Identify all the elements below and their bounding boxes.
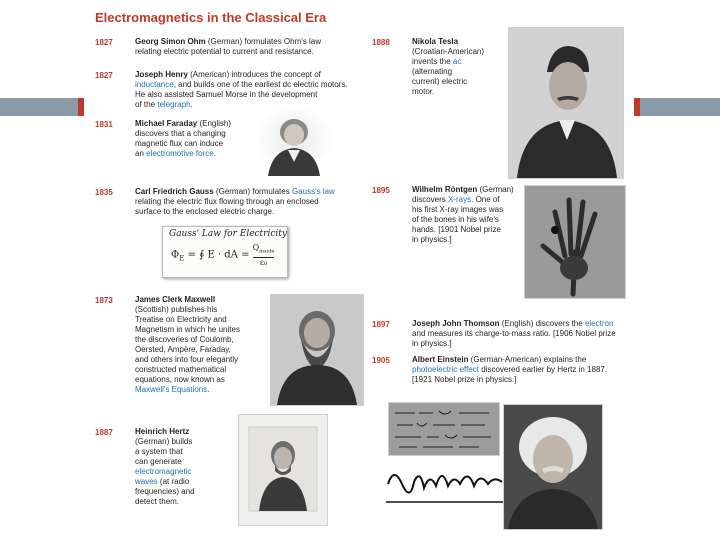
link-maxwells-equations[interactable]: Maxwell's Equations xyxy=(135,385,208,394)
xray-hand-image xyxy=(524,185,626,299)
link-ac[interactable]: ac xyxy=(452,57,462,66)
entry-thomson: Joseph John Thomson (English) discovers the electron and measures its charge-to-mass ratio. [1906 Nobel prize in physics.] xyxy=(412,319,616,348)
name-thomson: Joseph John Thomson xyxy=(412,319,500,328)
entry-maxwell: James Clerk Maxwell (Scottish) publishes his Treatise on Electricity and Magnetism in which he unites the discoveries of Coulomb, Oersted, Ampère, Faraday, and others into four elegantly constructed mathematical equations, now known as Maxwell's Equations. xyxy=(135,295,240,394)
year-einstein: 1905 xyxy=(372,356,390,365)
year-ohm: 1827 xyxy=(95,38,113,47)
year-rontgen: 1895 xyxy=(372,186,390,195)
name-einstein: Albert Einstein xyxy=(412,355,469,364)
year-hertz: 1887 xyxy=(95,428,113,437)
entry-hertz: Heinrich Hertz (German) builds a system that can generate electromagnetic waves (at radio frequencies) and detect them. xyxy=(135,427,195,506)
link-inductance[interactable]: inductance xyxy=(135,80,174,89)
maxwell-portrait xyxy=(270,294,364,406)
formula-heading: Gauss' Law for Electricity xyxy=(169,229,287,239)
year-tesla: 1888 xyxy=(372,38,390,47)
name-rontgen: Wilhelm Röntgen xyxy=(412,185,478,194)
formula-equation: $\Phi_E$ = ∮ E · dA = $Q_{inside}$ ε₀ xyxy=(171,243,275,267)
name-hertz: Heinrich Hertz xyxy=(135,427,190,436)
link-waves[interactable]: waves xyxy=(135,477,158,486)
right-accent-bar xyxy=(640,98,720,116)
link-photoelectric-effect[interactable]: photoelectric effect xyxy=(412,365,480,374)
entry-faraday: Michael Faraday (English) discovers that a changing magnetic flux can induce an electromotive force. xyxy=(135,119,232,158)
name-gauss: Carl Friedrich Gauss xyxy=(135,187,214,196)
link-electromagnetic[interactable]: electromagnetic xyxy=(135,467,192,476)
einstein-signature xyxy=(384,458,506,506)
year-gauss: 1835 xyxy=(95,188,113,197)
year-henry: 1827 xyxy=(95,71,113,80)
right-accent-bar-red xyxy=(634,98,640,116)
link-telegraph[interactable]: telegraph xyxy=(157,100,191,109)
tesla-portrait xyxy=(508,27,624,179)
entry-rontgen: Wilhelm Röntgen (German) discovers X-rays. One of his first X-ray images was of the bones in his wife's hands. [1901 Nobel prize in physics.] xyxy=(412,185,514,244)
year-thomson: 1897 xyxy=(372,320,390,329)
hertz-portrait xyxy=(238,414,328,526)
entry-einstein: Albert Einstein (German-American) explains the photoelectric effect discovered earlier by Hertz in 1887. [1921 Nobel prize in physics.] xyxy=(412,355,608,384)
link-electron[interactable]: electron xyxy=(584,319,614,328)
entry-henry: Joseph Henry (American) introduces the concept of inductance, and builds one of the earliest dc electric motors. He also assisted Samuel Morse in the development of the telegraph. xyxy=(135,70,348,109)
entry-gauss: Carl Friedrich Gauss (German) formulates Gauss's law relating the electric flux flowing through an enclosed surface to the enclosed electric charge. xyxy=(135,187,335,216)
entry-ohm: Georg Simon Ohm (German) formulates Ohm's law relating electric potential to current and resistance. xyxy=(135,37,322,56)
link-gauss-law[interactable]: Gauss's law xyxy=(291,187,335,196)
name-ohm: Georg Simon Ohm xyxy=(135,37,206,46)
year-maxwell: 1873 xyxy=(95,296,113,305)
name-faraday: Michael Faraday xyxy=(135,119,198,128)
gauss-law-formula xyxy=(162,226,288,278)
name-henry: Joseph Henry xyxy=(135,70,188,79)
name-tesla: Nikola Tesla xyxy=(412,37,459,46)
link-electromotive-force[interactable]: electromotive force xyxy=(146,149,214,158)
left-accent-bar-red xyxy=(78,98,84,116)
entry-tesla: Nikola Tesla (Croatian-American) invents the ac (alternating current) electric motor. xyxy=(412,37,485,96)
einstein-portrait xyxy=(503,404,603,530)
link-x-rays[interactable]: X-rays xyxy=(448,195,472,204)
equations-image xyxy=(388,402,500,456)
name-maxwell: James Clerk Maxwell xyxy=(135,295,216,304)
year-faraday: 1831 xyxy=(95,120,113,129)
page-title: Electromagnetics in the Classical Era xyxy=(95,10,327,25)
left-accent-bar xyxy=(0,98,78,116)
faraday-portrait xyxy=(258,110,330,176)
